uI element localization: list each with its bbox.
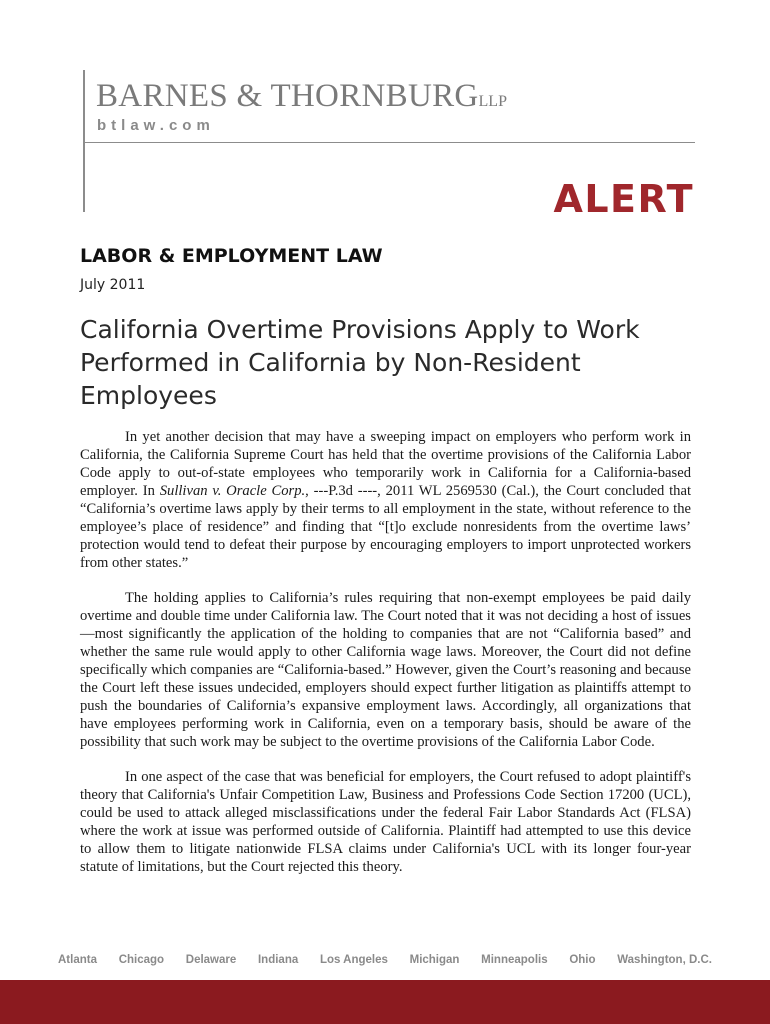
firm-logo	[96, 80, 507, 113]
paragraph-1	[80, 428, 691, 572]
office-ohio: Ohio	[569, 954, 596, 966]
paragraph-2: The holding applies to California’s rules requiring that non-exempt employees be paid daily overtime and double time under California law. The Court noted that it was not deciding a host of issues—most significantly the application of the holding to companies that are not “California based” and whether the same rule would apply to other California wage laws. Moreover, the Court did not define specifically which companies are “California-based.” However, given the Court’s reasoning and because the Court left these issues undecided, employers should expect further litigation as plaintiffs attempt to push the boundaries of California’s expansive employment laws. Accordingly, all organizations that have employees performing work in California, even on a temporary basis, should be aware of the possibility that such work may be subject to the overtime provisions of the California Labor Code.	[80, 590, 691, 750]
office-atlanta: Atlanta	[58, 954, 97, 966]
practice-area: LABOR & EMPLOYMENT LAW	[80, 245, 383, 267]
alert-label: ALERT	[553, 177, 694, 221]
paragraph-1-rest: , ---P.3d ----, 2011 WL 2569530 (Cal.), the Court concluded that “California’s overtime laws apply by their terms to all employment in the state, without reference to the employee’s place of residence” and finding that “[t]o exclude nonresidents from the overtime laws’ protection would tend to defeat their purpose by encouraging employers to import unprotected workers from other states.”	[80, 483, 692, 571]
firm-name: BARNES & THORNBURG	[96, 78, 479, 114]
case-name: Sullivan v. Oracle Corp.	[159, 483, 306, 499]
office-los-angeles: Los Angeles	[319, 954, 388, 966]
office-indiana: Indiana	[257, 954, 299, 966]
paragraph-3: In one aspect of the case that was beneficial for employers, the Court refused to adopt plaintiff's theory that California's Unfair Competition Law, Business and Professions Code Section 17200 (UCL), could be used to attack alleged misclassifications under the federal Fair Labor Standards Act (FLSA) where the work at issue was performed outside of California. Plaintiff had attempted to use this device to allow them to litigate nationwide FLSA claims under California's UCL with its longer four-year statute of limitations, but the Court rejected this theory.	[80, 769, 691, 875]
office-chicago: Chicago	[118, 954, 165, 966]
logo-vertical-rule	[83, 70, 85, 212]
office-locations	[58, 954, 712, 966]
article-body	[80, 428, 691, 893]
paragraph-1-intro: In yet another decision that may have a sweeping impact on employers who perform work in California, the California Supreme Court has held that the overtime provisions of the California Labor Code apply to out-of-state employees who temporarily work in California for a California-based employer. In	[80, 429, 691, 499]
footer-bar	[0, 980, 770, 1024]
office-minneapolis: Minneapolis	[481, 954, 548, 966]
office-washington-dc: Washington, D.C.	[617, 954, 712, 966]
article-headline: California Overtime Provisions Apply to Work Performed in California by Non-Resident Employees	[80, 315, 640, 410]
office-michigan: Michigan	[409, 954, 460, 966]
office-delaware: Delaware	[185, 954, 237, 966]
header-horizontal-rule	[83, 142, 695, 143]
publication-date: July 2011	[80, 277, 146, 293]
firm-website: btlaw.com	[97, 117, 215, 134]
firm-suffix: LLP	[478, 93, 507, 110]
